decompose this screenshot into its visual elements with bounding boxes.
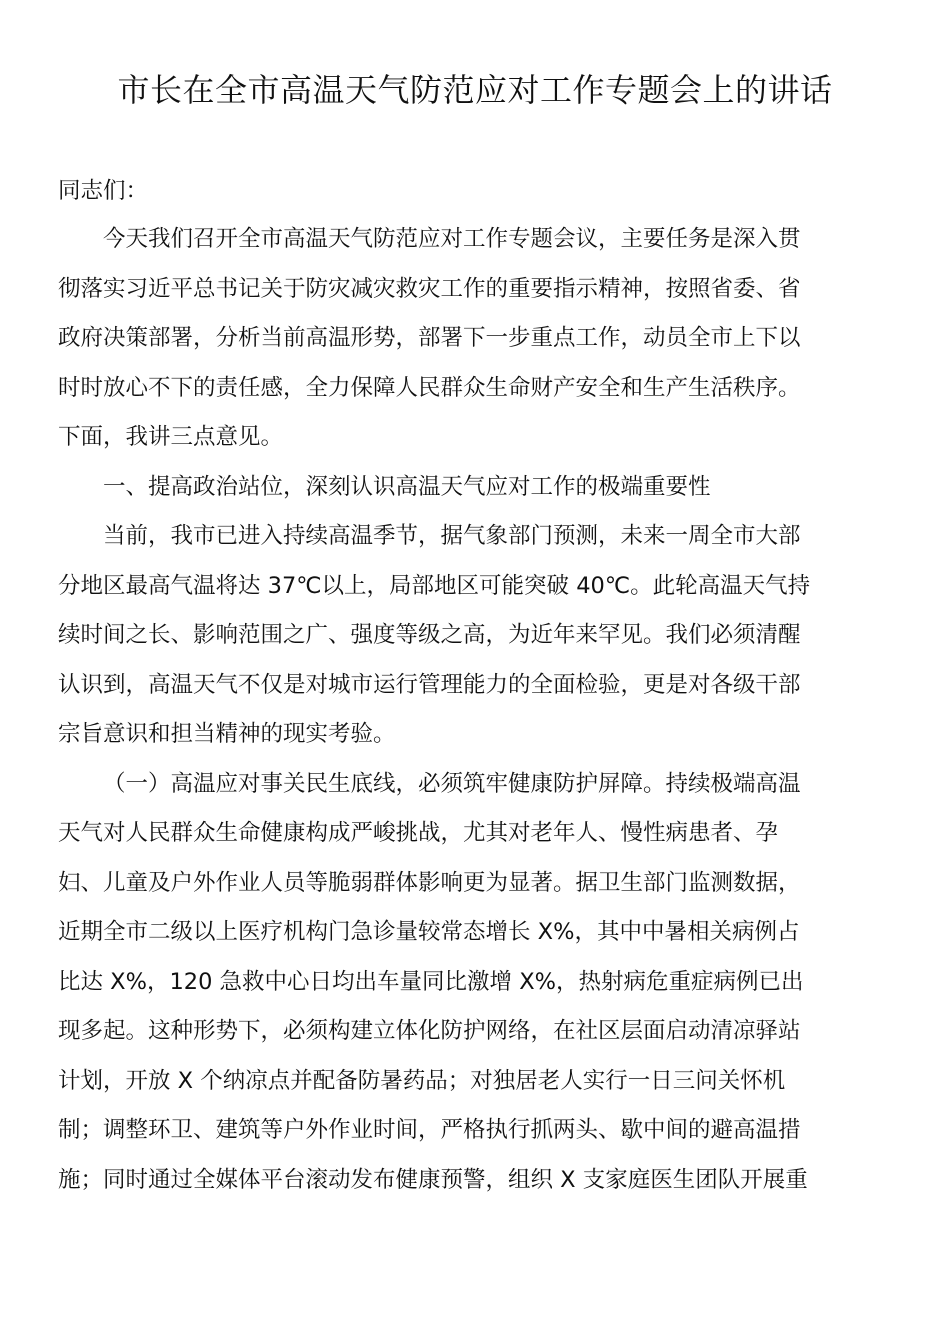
- section-heading: 一、提高政治站位，深刻认识高温天气应对工作的极端重要性: [103, 473, 711, 500]
- paragraph-line: 彻落实习近平总书记关于防灾减灾救灾工作的重要指示精神，按照省委、省: [58, 275, 801, 302]
- paragraph-line: 政府决策部署，分析当前高温形势，部署下一步重点工作，动员全市上下以: [58, 325, 801, 351]
- paragraph-line: 时时放心不下的责任感，全力保障人民群众生命财产安全和生产生活秩序。: [58, 374, 801, 401]
- document-title: 市长在全市高温天气防范应对工作专题会上的讲话: [117, 71, 833, 109]
- paragraph-line: 当前，我市已进入持续高温季节，据气象部门预测，未来一周全市大部: [103, 523, 801, 549]
- paragraph-line: 天气对人民群众生命健康构成严峻挑战，尤其对老年人、慢性病患者、孕: [58, 820, 779, 846]
- paragraph-line: 妇、儿童及户外作业人员等脆弱群体影响更为显著。据卫生部门监测数据，: [58, 869, 801, 896]
- paragraph-line: 制；调整环卫、建筑等户外作业时间，严格执行抓两头、歇中间的避高温措: [58, 1117, 801, 1143]
- paragraph-line: 下面，我讲三点意见。: [58, 424, 284, 450]
- paragraph-line: 认识到，高温天气不仅是对城市运行管理能力的全面检验，更是对各级干部: [58, 671, 801, 698]
- document-body: [58, 215, 878, 1205]
- paragraph-line: 续时间之长、影响范围之广、强度等级之高，为近年来罕见。我们必须清醒: [58, 622, 801, 648]
- paragraph-line: 宗旨意识和担当精神的现实考验。: [58, 721, 396, 747]
- paragraph-line: 现多起。这种形势下，必须构建立体化防护网络，在社区层面启动清凉驿站: [58, 1018, 801, 1044]
- paragraph-line: 近期全市二级以上医疗机构门急诊量较常态增长 X%，其中中暑相关病例占: [58, 919, 800, 945]
- paragraph-line: 分地区最高气温将达 37℃以上，局部地区可能突破 40℃。此轮高温天气持: [58, 572, 811, 599]
- paragraph-line: 今天我们召开全市高温天气防范应对工作专题会议，主要任务是深入贯: [103, 226, 801, 252]
- paragraph-line: 比达 X%，120 急救中心日均出车量同比激增 X%，热射病危重症病例已出: [58, 968, 804, 995]
- paragraph-line: 计划，开放 X 个纳凉点并配备防暑药品；对独居老人实行一日三问关怀机: [58, 1067, 786, 1094]
- salutation: 同志们：: [58, 178, 149, 204]
- paragraph-line: （一）高温应对事关民生底线，必须筑牢健康防护屏障。持续极端高温: [103, 770, 801, 797]
- paragraph-line: 施；同时通过全媒体平台滚动发布健康预警，组织 X 支家庭医生团队开展重: [58, 1166, 808, 1193]
